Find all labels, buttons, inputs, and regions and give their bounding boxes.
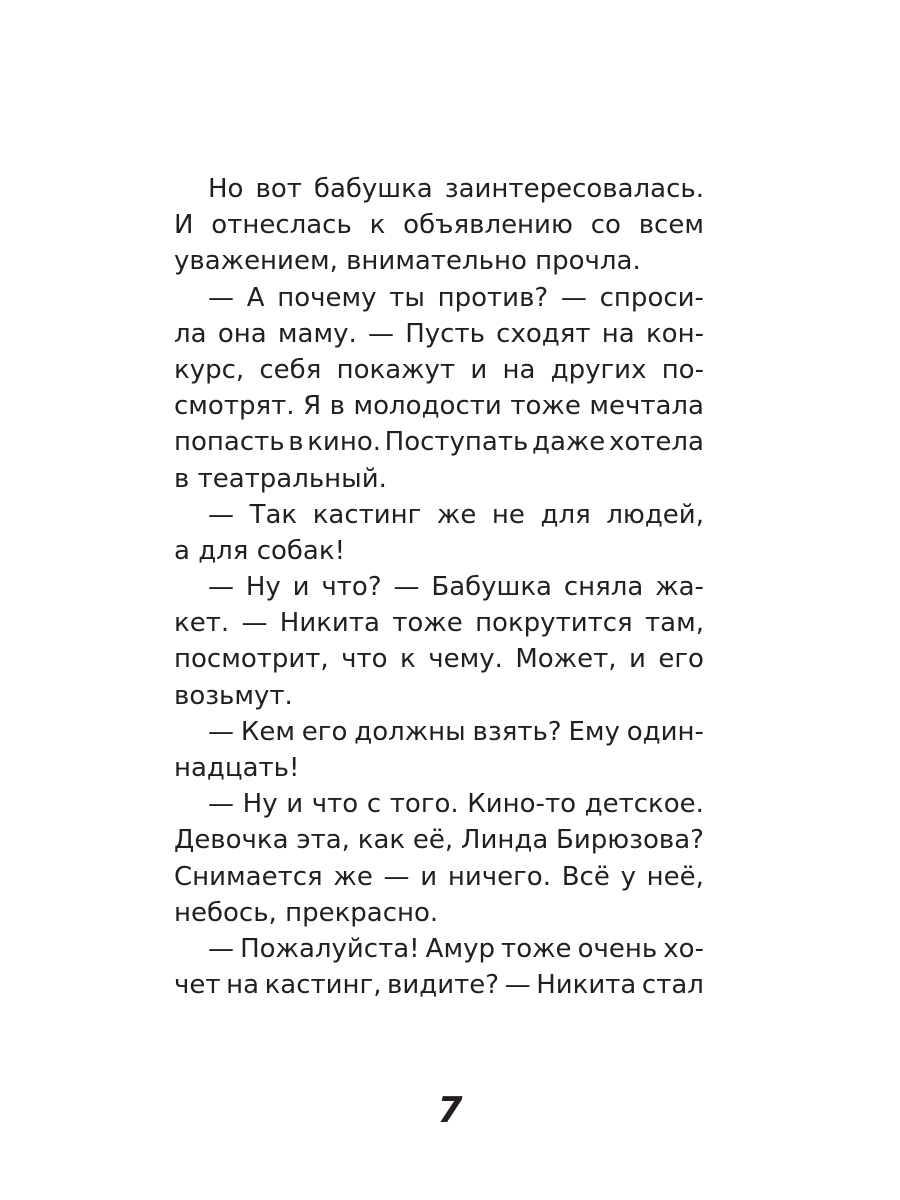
text-line: — А почему ты против? — спроси-	[208, 282, 704, 313]
text-line: — Кем его должны взять? Ему один-	[208, 716, 704, 747]
text-line: а для собак!	[174, 535, 345, 566]
text-line: — Ну и что с того. Кино-то детское.	[208, 789, 704, 820]
text-line: Снимается же — и ничего. Всё у неё,	[174, 861, 704, 892]
text-line: в театральный.	[174, 463, 387, 494]
text-line: И отнеслась к объявлению со всем	[174, 210, 704, 241]
text-line: курс, себя покажут и на других по-	[174, 354, 704, 385]
text-line: надцать!	[174, 753, 300, 783]
text-line: — Ну и что? — Бабушка сняла жа-	[208, 572, 704, 603]
page-number: 7	[437, 1090, 463, 1131]
text-line: смотрят. Я в молодости тоже мечтала	[174, 391, 704, 422]
text-line: уважением, внимательно прочла.	[174, 246, 641, 277]
text-line: попасть в кино. Поступать даже хотела	[174, 427, 704, 458]
text-line: посмотрит, что к чему. Может, и его	[174, 644, 704, 675]
text-line: Девочка эта, как её, Линда Бирюзова?	[174, 825, 704, 856]
text-line: ла она маму. — Пусть сходят на кон-	[174, 318, 704, 349]
text-line: кет. — Никита тоже покрутится там,	[174, 608, 704, 639]
text-line: небось, прекрасно.	[174, 897, 439, 928]
text-line: возьмут.	[174, 680, 293, 711]
text-line: чет на кастинг, видите? — Никита стал	[174, 970, 704, 1001]
text-line: — Пожалуйста! Амур тоже очень хо-	[208, 933, 704, 964]
text-line: — Так кастинг же не для людей,	[208, 499, 704, 530]
body-text	[174, 171, 704, 1003]
text-line: Но вот бабушка заинтересовалась.	[208, 174, 704, 204]
